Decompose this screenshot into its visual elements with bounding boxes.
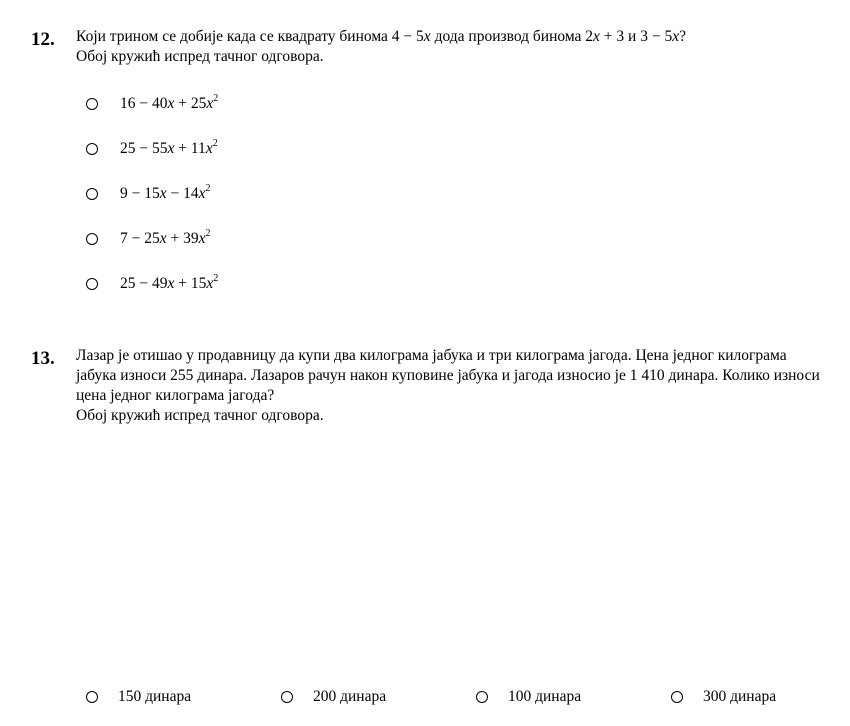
q12-option-1[interactable] [86,93,218,115]
q13-option-3-label: 100 динара [508,688,582,705]
q13-option-4-label: 300 динара [703,688,777,705]
question-12-instruction: Обој кружић испред тачног одговора. [76,48,324,65]
q12-option-5-label: $25 - 49x + 15x^2$ [120,273,219,292]
q12-option-3-radio[interactable] [86,188,98,200]
q12-option-4[interactable] [86,228,211,250]
q13-option-2[interactable] [281,686,386,708]
stem-variable: x [593,28,600,45]
question-13-line-2: јабука износи 255 динара. Лазаров рачун након куповине јабука и јагода износио је 1 410 динара. Колико износи [76,367,820,384]
q12-option-3[interactable] [86,183,211,205]
q13-option-2-radio[interactable] [281,691,293,703]
q12-option-5-radio[interactable] [86,278,98,290]
question-13-instruction: Обој кружић испред тачног одговора. [76,407,324,424]
q12-option-2-radio[interactable] [86,143,98,155]
q13-option-4[interactable] [671,686,776,708]
q13-option-1-label: 150 динара [118,688,192,705]
stem-variable: x [423,28,431,45]
q12-option-4-label: $7 - 25x + 39x^2$ [120,228,211,247]
stem-part: дода производ бинома 2 [430,28,594,45]
question-12-number: 12. [31,29,55,50]
stem-part: Који трином се добије када се квадрату бинома 4 − 5 [76,28,424,45]
question-13-number: 13. [31,348,55,369]
q12-option-4-radio[interactable] [86,233,98,245]
q12-option-1-label: $16 - 40x + 25x^2$ [120,93,219,112]
stem-part: + 3 и 3 − 5 [599,28,673,45]
q13-option-4-radio[interactable] [671,691,683,703]
question-12-text [76,27,846,67]
q13-option-1-radio[interactable] [86,691,98,703]
q13-option-1[interactable] [86,686,191,708]
q13-option-3[interactable] [476,686,581,708]
q12-option-2-label: $25 - 55x + 11x^2$ [120,138,218,157]
q12-option-1-radio[interactable] [86,98,98,110]
q12-option-5[interactable] [86,273,218,295]
q12-option-3-label: $9 - 15x - 14x^2$ [120,183,211,202]
q13-option-2-label: 200 динара [313,688,387,705]
question-13-text [76,346,846,426]
question-12-stem [76,27,846,47]
stem-part: ? [679,28,686,45]
q12-option-2[interactable] [86,138,218,160]
question-13-line-3: цена једног килограма јагода? [76,387,275,404]
stem-variable: x [672,28,680,45]
q13-option-3-radio[interactable] [476,691,488,703]
question-13-line-1: Лазар је отишао у продавницу да купи два килограма јабука и три килограма јагода. Цена једног килограма [76,347,787,364]
